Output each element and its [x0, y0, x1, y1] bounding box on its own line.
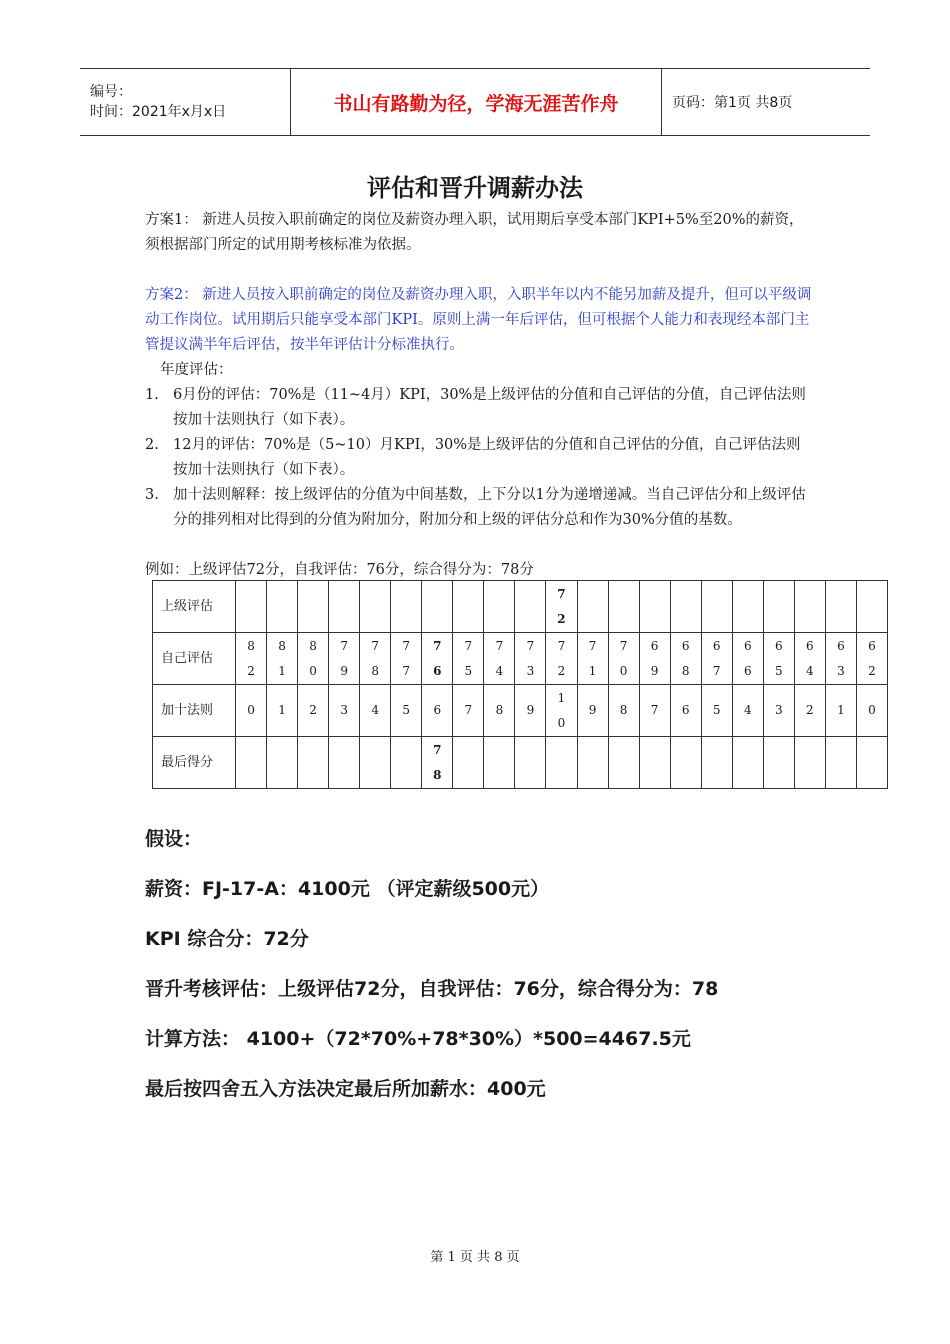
cell-value: 1	[837, 703, 845, 717]
cell-value: 8	[619, 703, 628, 717]
table-row	[153, 737, 888, 789]
table-cell	[484, 685, 515, 737]
header-meta	[80, 69, 291, 136]
cell-value: 81	[278, 638, 286, 678]
example-line: 例如：上级评估72分，自我评估：76分，综合得分为：78分	[145, 562, 534, 578]
table-cell	[422, 737, 453, 789]
table-cell	[236, 737, 267, 789]
table-cell	[391, 633, 422, 685]
cell-value: 10	[557, 690, 566, 730]
cell-value: 69	[650, 638, 659, 678]
table-cell	[453, 685, 484, 737]
table-cell	[577, 581, 608, 633]
cell-value: 75	[464, 638, 473, 678]
list-text: 加十法则解释：按上级评估的分值为中间基数，上下分以1分为递增递减。当自己评估分和上级评估分的排列相对比得到的分值为附加分，附加分和上级的评估分总和作为30%分值的基数。	[173, 487, 806, 528]
cell-value: 5	[402, 703, 411, 717]
cell-value: 67	[712, 638, 721, 678]
table-cell	[577, 685, 608, 737]
table-cell	[732, 581, 763, 633]
table-cell	[608, 737, 639, 789]
table-cell	[577, 633, 608, 685]
table-cell	[732, 737, 763, 789]
table-cell	[360, 581, 391, 633]
list-item	[145, 383, 813, 433]
table-cell	[546, 633, 577, 685]
table-cell	[391, 737, 422, 789]
table-cell	[670, 633, 701, 685]
table-cell	[329, 737, 360, 789]
table-cell	[825, 685, 856, 737]
cell-value: 1	[278, 703, 286, 717]
cell-value: 66	[743, 638, 752, 678]
table-cell	[732, 633, 763, 685]
table-cell	[794, 581, 825, 633]
header-motto: 书山有路勤为径，学海无涯苦作舟	[291, 69, 662, 136]
table-cell	[577, 737, 608, 789]
table-cell	[701, 685, 732, 737]
table-cell	[453, 581, 484, 633]
table-cell	[763, 633, 794, 685]
cell-value: 4	[371, 703, 380, 717]
cell-value: 64	[806, 638, 814, 678]
cell-value: 4	[743, 703, 752, 717]
page-title: 评估和晋升调薪办法	[367, 174, 583, 202]
cell-value: 7	[650, 703, 659, 717]
table-cell	[670, 685, 701, 737]
table-cell	[329, 685, 360, 737]
time-label: 时间：2021年x月x日	[90, 104, 227, 120]
cell-value: 72	[557, 586, 566, 626]
page-footer: 第 1 页 共 8 页	[430, 1250, 520, 1265]
table-cell	[825, 581, 856, 633]
assume-heading: 假设：	[145, 828, 203, 850]
table-cell	[701, 581, 732, 633]
table-cell	[329, 581, 360, 633]
cell-value: 0	[247, 703, 255, 717]
table-cell	[391, 581, 422, 633]
table-cell	[453, 633, 484, 685]
cell-value: 65	[774, 638, 783, 678]
table-cell	[763, 581, 794, 633]
page-label: 页码：第1页 共8页	[662, 69, 871, 136]
table-cell	[763, 737, 794, 789]
cell-value: 9	[588, 703, 597, 717]
table-cell	[546, 737, 577, 789]
table-cell	[639, 737, 670, 789]
table-cell	[298, 685, 329, 737]
table-cell	[267, 685, 298, 737]
final-line: 最后按四舍五入方法决定最后所加薪水：400元	[145, 1078, 546, 1100]
table-cell	[608, 581, 639, 633]
table-row	[153, 685, 888, 737]
list-item	[145, 483, 813, 533]
table-cell	[546, 685, 577, 737]
list-text: 6月份的评估：70%是（11~4月）KPI，30%是上级评估的分值和自己评估的分值，自己评估法则按加十法则执行（如下表）。	[173, 387, 806, 428]
list-number: 1.	[145, 387, 159, 403]
score-table	[152, 580, 888, 789]
table-cell	[608, 685, 639, 737]
table-cell	[298, 581, 329, 633]
list-item	[145, 433, 813, 483]
row-label: 上级评估	[153, 581, 236, 633]
calc-line: 计算方法： 4100+（72*70%+78*30%）*500=4467.5元	[145, 1028, 691, 1050]
list-number: 3.	[145, 487, 159, 503]
table-cell	[794, 737, 825, 789]
table-cell	[267, 581, 298, 633]
table-cell	[422, 581, 453, 633]
table-cell	[329, 633, 360, 685]
table-cell	[856, 737, 887, 789]
table-cell	[794, 685, 825, 737]
table-cell	[515, 581, 546, 633]
cell-value: 76	[433, 638, 442, 678]
table-cell	[639, 633, 670, 685]
table-cell	[422, 685, 453, 737]
cell-value: 6	[681, 703, 690, 717]
plan-1-paragraph: 方案1： 新进人员按入职前确定的岗位及薪资办理入职，试用期后享受本部门KPI+5%至20%的薪资，须根据部门所定的试用期考核标准为依据。	[145, 212, 804, 253]
cell-value: 79	[340, 638, 348, 678]
table-row	[153, 633, 888, 685]
cell-value: 63	[837, 638, 845, 678]
table-cell	[763, 685, 794, 737]
table-cell	[236, 581, 267, 633]
cell-value: 6	[433, 703, 442, 717]
table-cell	[484, 737, 515, 789]
row-label: 自己评估	[153, 633, 236, 685]
table-cell	[236, 685, 267, 737]
cell-value: 7	[464, 703, 473, 717]
table-cell	[360, 737, 391, 789]
table-row	[153, 581, 888, 633]
cell-value: 82	[247, 638, 255, 678]
cell-value: 70	[619, 638, 628, 678]
table-cell	[484, 633, 515, 685]
table-cell	[856, 633, 887, 685]
cell-value: 80	[309, 638, 317, 678]
cell-value: 78	[433, 742, 442, 782]
table-cell	[391, 685, 422, 737]
table-cell	[236, 633, 267, 685]
cell-value: 68	[681, 638, 690, 678]
kpi-line: KPI 综合分：72分	[145, 928, 309, 950]
cell-value: 2	[806, 703, 814, 717]
cell-value: 77	[402, 638, 411, 678]
table-cell	[484, 581, 515, 633]
list-number: 2.	[145, 437, 159, 453]
cell-value: 3	[340, 703, 348, 717]
salary-line: 薪资：FJ-17-A：4100元 （评定薪级500元）	[145, 878, 550, 900]
cell-value: 0	[868, 703, 876, 717]
table-cell	[453, 737, 484, 789]
table-cell	[856, 685, 887, 737]
table-cell	[701, 633, 732, 685]
plan-2-paragraph: 方案2： 新进人员按入职前确定的岗位及薪资办理入职，入职半年以内不能另加薪及提升，但可以平级调动工作岗位。试用期后只能享受本部门KPI。原则上满一年后评估，但可根据个人能力和表现经本部门主管提议满半年后评估，按半年评估计分标准执行。	[145, 287, 812, 353]
table-cell	[670, 737, 701, 789]
cell-value: 3	[774, 703, 783, 717]
cell-value: 8	[495, 703, 504, 717]
row-label: 加十法则	[153, 685, 236, 737]
table-cell	[515, 633, 546, 685]
table-cell	[546, 581, 577, 633]
table-cell	[267, 633, 298, 685]
cell-value: 73	[526, 638, 535, 678]
cell-value: 9	[526, 703, 535, 717]
table-cell	[422, 633, 453, 685]
table-cell	[794, 633, 825, 685]
table-cell	[732, 685, 763, 737]
table-cell	[608, 633, 639, 685]
table-cell	[639, 685, 670, 737]
row-label: 最后得分	[153, 737, 236, 789]
document-header	[80, 68, 870, 136]
cell-value: 5	[712, 703, 721, 717]
promotion-line: 晋升考核评估：上级评估72分，自我评估：76分，综合得分为：78	[145, 978, 719, 1000]
cell-value: 72	[557, 638, 566, 678]
table-cell	[360, 685, 391, 737]
code-label: 编号：	[90, 84, 132, 100]
table-cell	[360, 633, 391, 685]
table-cell	[825, 737, 856, 789]
table-cell	[298, 737, 329, 789]
table-cell	[670, 581, 701, 633]
table-cell	[515, 737, 546, 789]
cell-value: 62	[868, 638, 876, 678]
table-cell	[267, 737, 298, 789]
annual-label: 年度评估：	[160, 362, 233, 378]
table-cell	[639, 581, 670, 633]
cell-value: 74	[495, 638, 504, 678]
cell-value: 78	[371, 638, 380, 678]
table-cell	[701, 737, 732, 789]
list-text: 12月的评估：70%是（5~10）月KPI，30%是上级评估的分值和自己评估的分值，自己评估法则按加十法则执行（如下表）。	[173, 437, 801, 478]
table-cell	[856, 581, 887, 633]
table-cell	[515, 685, 546, 737]
cell-value: 71	[588, 638, 597, 678]
table-cell	[825, 633, 856, 685]
table-cell	[298, 633, 329, 685]
cell-value: 2	[309, 703, 317, 717]
